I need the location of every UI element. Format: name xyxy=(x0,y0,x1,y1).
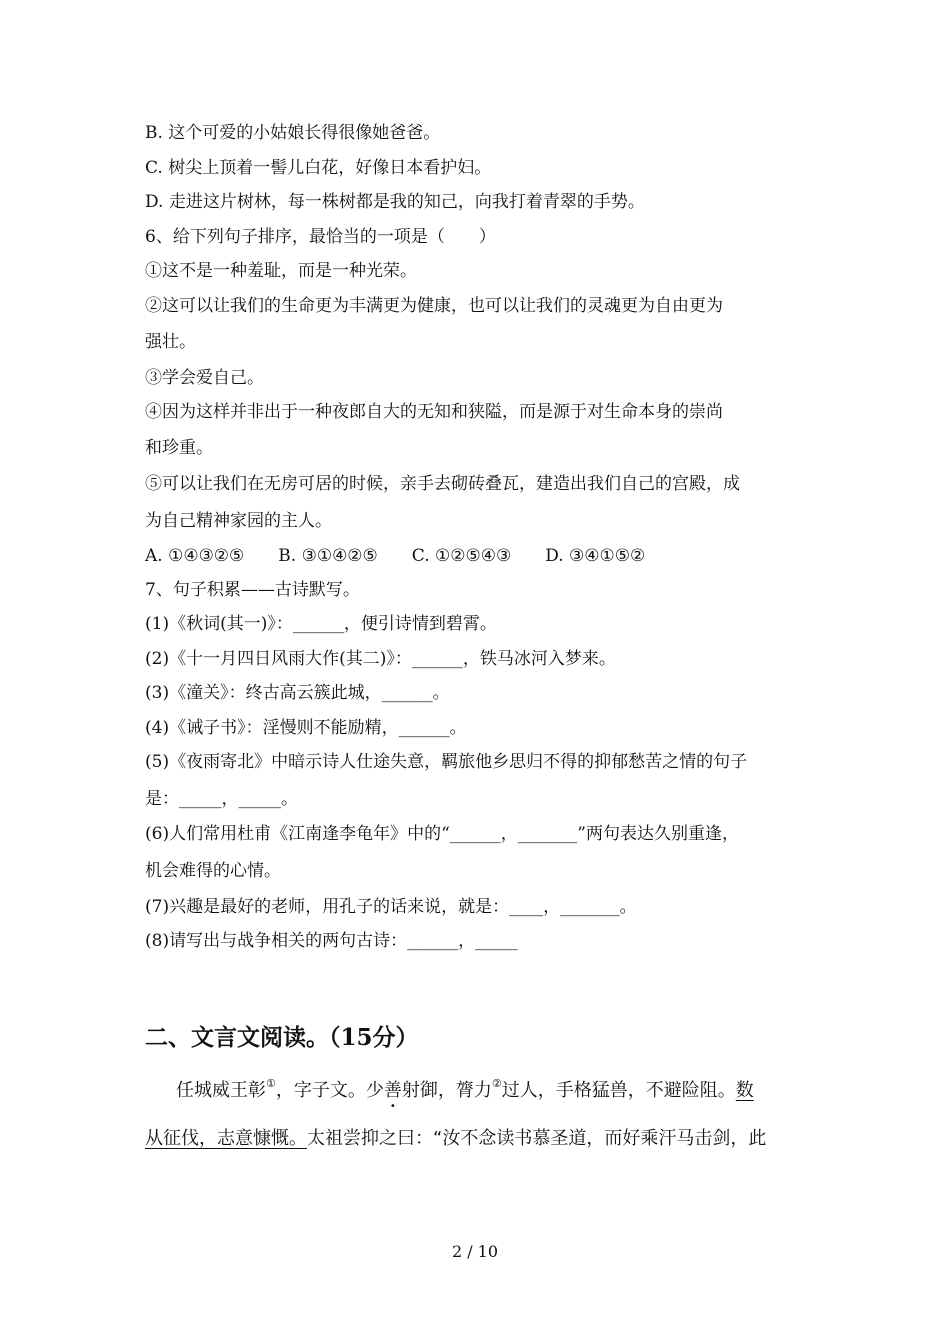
question-7: 7、句子积累——古诗默写。 xyxy=(145,580,360,600)
sentence-3: ③学会爱自己。 xyxy=(145,368,264,388)
sentence-4: ④因为这样并非出于一种夜郎自大的无知和狭隘，而是源于对生命本身的崇尚 xyxy=(145,402,723,422)
sentence-2: ②这可以让我们的生命更为丰满更为健康，也可以让我们的灵魂更为自由更为 xyxy=(145,296,723,316)
poem-4: (4)《诫子书》：淫慢则不能励精，______。 xyxy=(145,718,467,738)
poem-5-cont: 是：_____，_____。 xyxy=(145,789,298,809)
footnote-marker: ① xyxy=(266,1077,276,1090)
answer-options: A. ①④③②⑤ B. ③①④②⑤ C. ①②⑤④③ D. ③④①⑤② xyxy=(145,546,646,566)
footnote-marker: ② xyxy=(491,1077,502,1090)
poem-7: (7)兴趣是最好的老师，用孔子的话来说，就是：____，_______。 xyxy=(145,897,637,917)
option-d: D. 走进这片树林，每一株树都是我的知己，向我打着青翠的手势。 xyxy=(145,192,645,212)
poem-8: (8)请写出与战争相关的两句古诗：______，_____ xyxy=(145,931,518,951)
sentence-5: ⑤可以让我们在无房可居的时候，亲手去砌砖叠瓦，建造出我们自己的宫殿，成 xyxy=(145,474,740,494)
passage-line-2 xyxy=(145,1126,766,1152)
poem-2: (2)《十一月四日风雨大作(其二)》：______，铁马冰河入梦来。 xyxy=(145,649,616,669)
option-c: C. 树尖上顶着一髻儿白花，好像日本看护妇。 xyxy=(145,158,492,178)
poem-1: (1)《秋词(其一)》：______，便引诗情到碧霄。 xyxy=(145,614,497,634)
sentence-5-cont: 为自己精神家园的主人。 xyxy=(145,511,332,531)
passage-text: 任城威王彰 xyxy=(176,1080,266,1101)
option-b: B. 这个可爱的小姑娘长得很像她爸爸。 xyxy=(145,123,441,143)
poem-3: (3)《潼关》：终古高云簇此城，______。 xyxy=(145,683,450,703)
sentence-4-cont: 和珍重。 xyxy=(145,438,213,458)
page-number: 2 / 10 xyxy=(451,1242,499,1261)
poem-6-cont: 机会难得的心情。 xyxy=(145,861,281,881)
section-heading: 二、文言文阅读。（15分） xyxy=(145,1024,419,1051)
passage-text: 过人，手格猛兽，不避险阻。 xyxy=(501,1080,736,1101)
underlined-text: 从征伐，志意慷慨。 xyxy=(145,1128,307,1149)
poem-5: (5)《夜雨寄北》中暗示诗人仕途失意，羁旅他乡思归不得的抑郁愁苦之情的句子 xyxy=(145,752,748,772)
poem-6: (6)人们常用杜甫《江南逢李龟年》中的“______，_______”两句表达久别重逢， xyxy=(145,824,739,844)
emphasis-dot-char: 善 xyxy=(383,1080,402,1101)
question-6: 6、给下列句子排序，最恰当的一项是（ ） xyxy=(145,227,496,247)
sentence-2-cont: 强壮。 xyxy=(145,332,196,352)
passage-line-1 xyxy=(176,1073,754,1104)
passage-text: 射御，膂力 xyxy=(401,1080,492,1101)
passage-text: 太祖尝抑之曰：“汝不念读书慕圣道，而好乘汗马击剑，此 xyxy=(307,1128,767,1149)
sentence-1: ①这不是一种羞耻，而是一种光荣。 xyxy=(145,261,417,281)
underlined-text: 数 xyxy=(735,1080,754,1101)
passage-text: ，字子文。少 xyxy=(275,1080,384,1101)
